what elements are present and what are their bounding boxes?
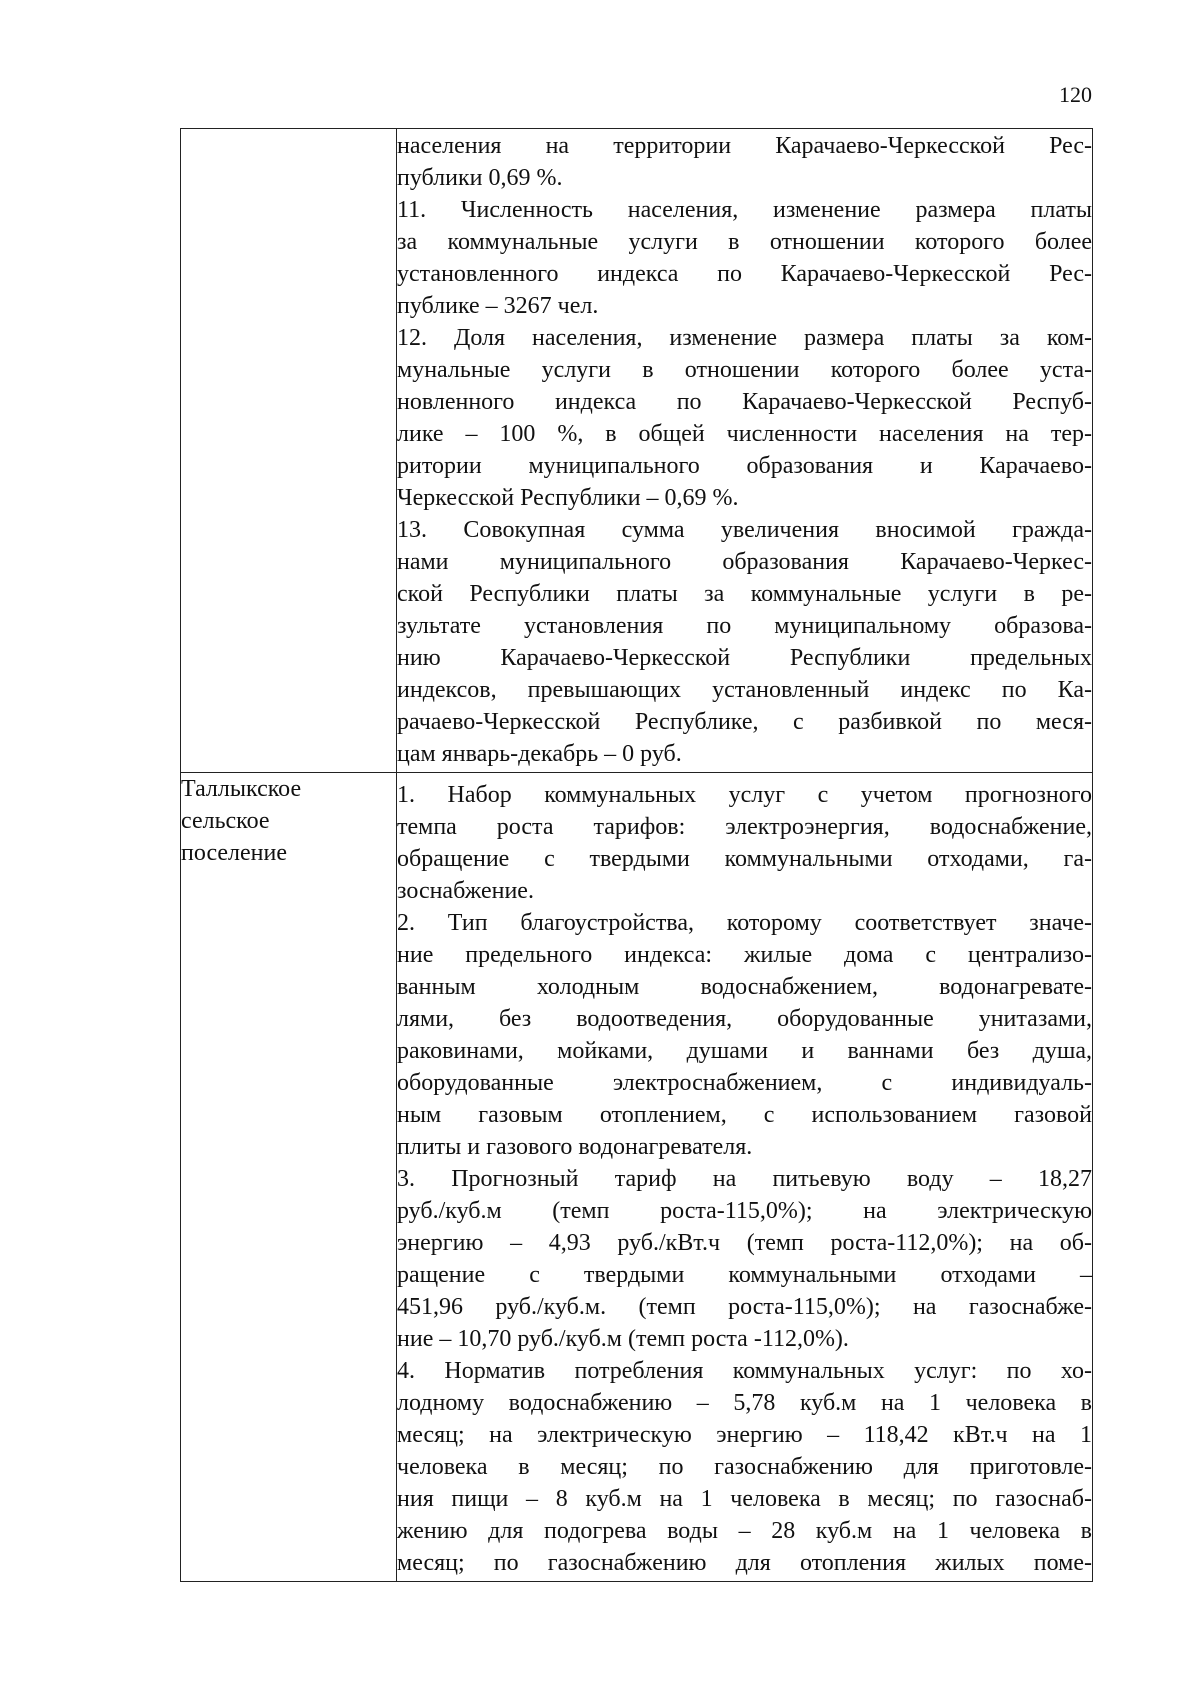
text-line: лодному водоснабжению – 5,78 куб.м на 1 человека в xyxy=(397,1390,1092,1416)
description-cell xyxy=(397,129,1093,773)
text-line: ние – 10,70 руб./куб.м (темп роста -112,0%). xyxy=(397,1326,849,1352)
text-line: лике – 100 %, в общей численности населения на тер- xyxy=(397,421,1092,447)
text-line: 2. Тип благоустройства, которому соответствует значе- xyxy=(397,910,1092,936)
table-row xyxy=(181,773,1093,1582)
text-line: индексов, превышающих установленный индекс по Ка- xyxy=(397,677,1092,703)
text-line: ванным холодным водоснабжением, водонагревате- xyxy=(397,974,1092,1000)
text-line: 451,96 руб./куб.м. (темп роста-115,0%); на газоснабже- xyxy=(397,1294,1092,1320)
municipality-name-line: Таллыкское xyxy=(181,776,302,802)
text-line: ным газовым отоплением, с использованием газовой xyxy=(397,1102,1092,1128)
text-line: 11. Численность населения, изменение размера платы xyxy=(397,197,1092,223)
text-line: лями, без водоотведения, оборудованные унитазами, xyxy=(397,1006,1092,1032)
text-line: ние предельного индекса: жилые дома с централизо- xyxy=(397,942,1092,968)
description-cell xyxy=(397,773,1093,1582)
text-line: ния пищи – 8 куб.м на 1 человека в месяц; по газоснаб- xyxy=(397,1486,1092,1512)
text-line: человека в месяц; по газоснабжению для приготовле- xyxy=(397,1454,1092,1480)
page-number: 120 xyxy=(1059,82,1092,107)
text-line: раковинами, мойками, душами и ваннами без душа, xyxy=(397,1038,1092,1064)
text-line: 12. Доля населения, изменение размера платы за ком- xyxy=(397,325,1092,351)
municipality-name-line: сельское xyxy=(181,808,270,834)
municipality-name-line: поселение xyxy=(181,840,288,866)
text-line: зультате установления по муниципальному образова- xyxy=(397,613,1092,639)
table-row xyxy=(181,129,1093,773)
text-line: новленного индекса по Карачаево-Черкесской Респуб- xyxy=(397,389,1092,415)
text-line: нию Карачаево-Черкесской Республики предельных xyxy=(397,645,1092,671)
text-line: цам январь-декабрь – 0 руб. xyxy=(397,741,682,767)
text-line: темпа роста тарифов: электроэнергия, водоснабжение, xyxy=(397,814,1092,840)
text-line: Черкесской Республики – 0,69 %. xyxy=(397,485,739,511)
text-line: энергию – 4,93 руб./кВт.ч (темп роста-112,0%); на об- xyxy=(397,1230,1092,1256)
text-line: установленного индекса по Карачаево-Черкесской Рес- xyxy=(397,261,1092,287)
text-line: ращение с твердыми коммунальными отходами – xyxy=(397,1262,1092,1288)
text-line: ской Республики платы за коммунальные услуги в ре- xyxy=(397,581,1092,607)
text-line: мунальные услуги в отношении которого более уста- xyxy=(397,357,1092,383)
text-line: зоснабжение. xyxy=(397,878,534,904)
text-line: обращение с твердыми коммунальными отходами, га- xyxy=(397,846,1092,872)
municipality-cell xyxy=(181,773,397,1582)
text-line: ритории муниципального образования и Карачаево- xyxy=(397,453,1092,479)
text-line: рачаево-Черкесской Республике, с разбивкой по меся- xyxy=(397,709,1092,735)
text-line: жению для подогрева воды – 28 куб.м на 1 человека в xyxy=(397,1518,1092,1544)
text-line: населения на территории Карачаево-Черкесской Рес- xyxy=(397,133,1092,159)
text-line: 13. Совокупная сумма увеличения вносимой гражда- xyxy=(397,517,1092,543)
text-line: 3. Прогнозный тариф на питьевую воду – 18,27 xyxy=(397,1166,1092,1192)
text-line: оборудованные электроснабжением, с индивидуаль- xyxy=(397,1070,1092,1096)
text-line: плиты и газового водонагревателя. xyxy=(397,1134,753,1160)
text-line: за коммунальные услуги в отношении которого более xyxy=(397,229,1092,255)
text-line: месяц; по газоснабжению для отопления жилых поме- xyxy=(397,1550,1092,1576)
text-line: 4. Норматив потребления коммунальных услуг: по хо- xyxy=(397,1358,1092,1384)
text-line: месяц; на электрическую энергию – 118,42 кВт.ч на 1 xyxy=(397,1422,1092,1448)
document-table xyxy=(180,128,1093,1582)
text-line: 1. Набор коммунальных услуг с учетом прогнозного xyxy=(397,782,1092,808)
text-line: публики 0,69 %. xyxy=(397,165,563,191)
text-line: нами муниципального образования Карачаево-Черкес- xyxy=(397,549,1092,575)
text-line: руб./куб.м (темп роста-115,0%); на электрическую xyxy=(397,1198,1092,1224)
municipality-cell xyxy=(181,129,397,773)
text-line: публике – 3267 чел. xyxy=(397,293,599,319)
